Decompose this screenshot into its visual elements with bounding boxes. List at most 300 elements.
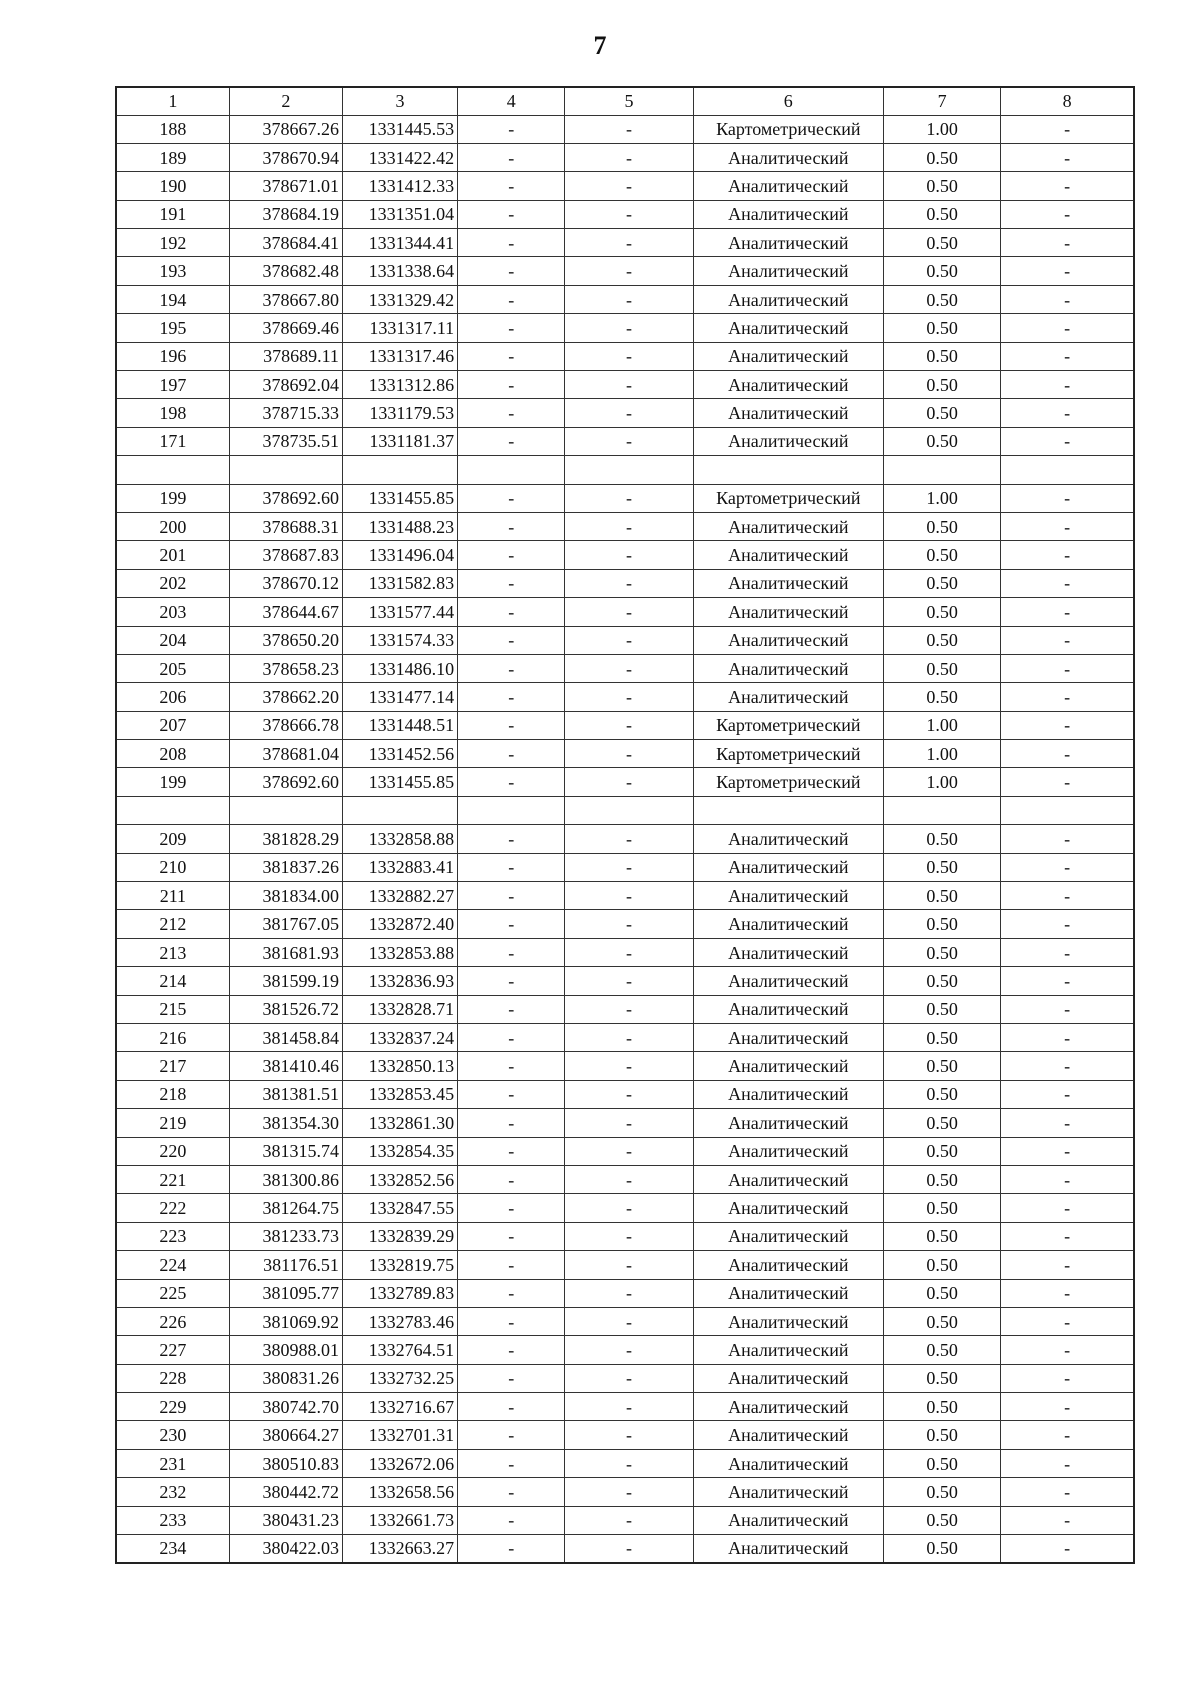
cell-method: Аналитический [693,1052,883,1080]
cell-accuracy: 0.50 [883,1449,1000,1477]
table-row [116,1307,1134,1335]
cell-method: Аналитический [693,683,883,711]
cell-accuracy: 1.00 [883,768,1000,796]
table-row [116,1364,1134,1392]
cell-col-5: - [565,1307,693,1335]
cell-coord-x: 381095.77 [229,1279,342,1307]
cell-coord-x: 378667.26 [229,115,342,143]
cell-coord-y: 1332852.56 [342,1165,457,1193]
table-body [116,115,1134,1563]
cell-point-number: 217 [116,1052,229,1080]
cell-col-8: - [1001,1109,1134,1137]
cell-point-number: 234 [116,1535,229,1563]
cell-col-4: - [458,512,565,540]
cell-col-4: - [458,1109,565,1137]
table-row [116,1222,1134,1250]
cell-coord-y: 1331312.86 [342,371,457,399]
cell-point-number: 231 [116,1449,229,1477]
column-header: 4 [458,87,565,115]
table-row [116,1137,1134,1165]
column-header: 8 [1001,87,1134,115]
cell-method: Аналитический [693,229,883,257]
cell-col-4: - [458,1478,565,1506]
cell-col-8: - [1001,569,1134,597]
cell-col-8: - [1001,768,1134,796]
cell-method: Аналитический [693,399,883,427]
cell-accuracy: 0.50 [883,427,1000,455]
cell-accuracy: 0.50 [883,1165,1000,1193]
cell-coord-y: 1331338.64 [342,257,457,285]
table-row [116,1506,1134,1534]
cell-col-5: - [565,1024,693,1052]
cell-col-5: - [565,229,693,257]
cell-coord-y: 1331574.33 [342,626,457,654]
cell-col-5: - [565,1336,693,1364]
cell-point-number: 215 [116,995,229,1023]
cell-col-4: - [458,683,565,711]
cell-col-4: - [458,967,565,995]
cell-accuracy: 0.50 [883,1109,1000,1137]
cell-point-number: 214 [116,967,229,995]
cell-col-5: - [565,1393,693,1421]
cell-point-number: 199 [116,484,229,512]
table-row [116,143,1134,171]
cell-method: Картометрический [693,711,883,739]
cell-col-5: - [565,541,693,569]
cell-col-5: - [565,399,693,427]
cell-point-number: 218 [116,1080,229,1108]
cell-method: Аналитический [693,512,883,540]
cell-point-number: 213 [116,938,229,966]
cell-col-4: - [458,1279,565,1307]
cell-coord-x: 378644.67 [229,598,342,626]
table-row [116,1024,1134,1052]
cell-col-8: - [1001,853,1134,881]
cell-coord-y: 1332853.45 [342,1080,457,1108]
cell-accuracy: 1.00 [883,740,1000,768]
table-row [116,683,1134,711]
column-header: 7 [883,87,1000,115]
cell-method: Аналитический [693,853,883,881]
cell-point-number: 205 [116,654,229,682]
cell-coord-y: 1332837.24 [342,1024,457,1052]
column-header: 1 [116,87,229,115]
column-header: 5 [565,87,693,115]
cell-accuracy: 0.50 [883,172,1000,200]
cell-col-8: - [1001,1080,1134,1108]
cell-accuracy: 0.50 [883,995,1000,1023]
cell-coord-x: 378692.60 [229,484,342,512]
cell-col-5: - [565,1364,693,1392]
cell-coord-y: 1332836.93 [342,967,457,995]
cell-col-5: - [565,1535,693,1563]
cell-method: Аналитический [693,427,883,455]
cell-coord-x: 378666.78 [229,711,342,739]
column-header: 3 [342,87,457,115]
cell-accuracy: 0.50 [883,967,1000,995]
cell-col-4: - [458,654,565,682]
cell-col-8: - [1001,654,1134,682]
cell-col-4: - [458,825,565,853]
cell-col-5: - [565,1506,693,1534]
cell-col-5: - [565,683,693,711]
cell-coord-x: 378684.19 [229,200,342,228]
cell-coord-x: 378692.60 [229,768,342,796]
cell-col-5: - [565,1251,693,1279]
table-row [116,371,1134,399]
table-row [116,115,1134,143]
cell-point-number: 197 [116,371,229,399]
cell-point-number: 195 [116,314,229,342]
column-header: 6 [693,87,883,115]
cell-accuracy: 0.50 [883,598,1000,626]
cell-accuracy: 0.50 [883,1535,1000,1563]
cell-col-8: - [1001,200,1134,228]
cell-point-number: 211 [116,882,229,910]
cell-col-4: - [458,626,565,654]
cell-coord-x: 378715.33 [229,399,342,427]
cell-col-5: - [565,1137,693,1165]
cell-method: Картометрический [693,768,883,796]
cell-accuracy: 0.50 [883,1137,1000,1165]
cell-accuracy: 0.50 [883,314,1000,342]
cell-col-8 [1001,456,1134,484]
table-row [116,768,1134,796]
cell-method: Аналитический [693,342,883,370]
cell-coord-x: 380664.27 [229,1421,342,1449]
cell-col-5: - [565,995,693,1023]
cell-point-number: 208 [116,740,229,768]
table-row [116,1194,1134,1222]
cell-coord-x: 381458.84 [229,1024,342,1052]
cell-point-number: 188 [116,115,229,143]
table-row [116,598,1134,626]
cell-coord-y: 1331448.51 [342,711,457,739]
cell-point-number: 204 [116,626,229,654]
cell-method: Аналитический [693,967,883,995]
table-row [116,853,1134,881]
cell-point-number: 222 [116,1194,229,1222]
cell-col-8 [1001,796,1134,824]
cell-method: Аналитический [693,1364,883,1392]
cell-point-number: 203 [116,598,229,626]
table-row [116,512,1134,540]
cell-accuracy: 0.50 [883,1279,1000,1307]
cell-method: Аналитический [693,1535,883,1563]
cell-col-8: - [1001,626,1134,654]
cell-col-8: - [1001,683,1134,711]
cell-col-4: - [458,1080,565,1108]
table-row [116,1080,1134,1108]
table-row [116,285,1134,313]
cell-col-8: - [1001,314,1134,342]
cell-col-5: - [565,257,693,285]
cell-col-8: - [1001,143,1134,171]
cell-coord-y: 1332783.46 [342,1307,457,1335]
cell-col-5: - [565,882,693,910]
cell-point-number [116,456,229,484]
cell-method: Аналитический [693,172,883,200]
cell-col-8: - [1001,1052,1134,1080]
cell-accuracy: 0.50 [883,285,1000,313]
cell-col-8: - [1001,711,1134,739]
cell-col-4: - [458,598,565,626]
cell-accuracy: 0.50 [883,342,1000,370]
cell-accuracy: 0.50 [883,938,1000,966]
cell-col-5 [565,796,693,824]
cell-coord-y: 1331486.10 [342,654,457,682]
cell-col-4: - [458,711,565,739]
cell-method: Аналитический [693,143,883,171]
cell-col-8: - [1001,740,1134,768]
cell-point-number: 225 [116,1279,229,1307]
cell-coord-y [342,456,457,484]
table-row [116,1052,1134,1080]
table-row [116,1393,1134,1421]
cell-coord-y: 1331452.56 [342,740,457,768]
cell-col-5: - [565,1080,693,1108]
cell-coord-x: 378689.11 [229,342,342,370]
cell-col-8: - [1001,399,1134,427]
table-row [116,1478,1134,1506]
cell-coord-y: 1332882.27 [342,882,457,910]
cell-method: Аналитический [693,598,883,626]
cell-coord-y: 1331329.42 [342,285,457,313]
table-row [116,172,1134,200]
cell-method: Картометрический [693,484,883,512]
cell-accuracy: 0.50 [883,569,1000,597]
cell-coord-x [229,456,342,484]
cell-coord-x: 378669.46 [229,314,342,342]
cell-col-8: - [1001,1535,1134,1563]
cell-point-number: 206 [116,683,229,711]
cell-point-number: 196 [116,342,229,370]
table-row [116,456,1134,484]
cell-point-number: 193 [116,257,229,285]
cell-point-number: 227 [116,1336,229,1364]
cell-accuracy: 0.50 [883,1393,1000,1421]
cell-coord-x: 378650.20 [229,626,342,654]
cell-coord-x: 381837.26 [229,853,342,881]
cell-accuracy: 0.50 [883,683,1000,711]
cell-method: Аналитический [693,1506,883,1534]
table-row [116,342,1134,370]
cell-coord-y: 1332828.71 [342,995,457,1023]
cell-col-5: - [565,143,693,171]
table-row [116,1109,1134,1137]
cell-col-8: - [1001,371,1134,399]
cell-coord-x: 381300.86 [229,1165,342,1193]
cell-point-number: 192 [116,229,229,257]
cell-coord-y: 1332854.35 [342,1137,457,1165]
cell-coord-x: 380831.26 [229,1364,342,1392]
cell-method: Аналитический [693,569,883,597]
cell-coord-x: 381834.00 [229,882,342,910]
cell-point-number: 191 [116,200,229,228]
cell-accuracy: 0.50 [883,541,1000,569]
cell-col-5: - [565,938,693,966]
table-row [116,200,1134,228]
cell-point-number: 200 [116,512,229,540]
cell-point-number: 230 [116,1421,229,1449]
cell-accuracy: 1.00 [883,115,1000,143]
cell-col-8: - [1001,598,1134,626]
table-row [116,1336,1134,1364]
cell-coord-x: 381410.46 [229,1052,342,1080]
cell-coord-y: 1332861.30 [342,1109,457,1137]
table-row [116,427,1134,455]
cell-col-4: - [458,853,565,881]
cell-col-4 [458,796,565,824]
cell-method: Аналитический [693,1194,883,1222]
cell-accuracy [883,796,1000,824]
cell-method: Аналитический [693,1307,883,1335]
cell-method: Аналитический [693,910,883,938]
cell-col-4: - [458,1364,565,1392]
cell-method: Аналитический [693,1109,883,1137]
cell-col-5: - [565,172,693,200]
cell-point-number: 229 [116,1393,229,1421]
cell-col-5: - [565,200,693,228]
cell-method: Аналитический [693,200,883,228]
cell-method: Аналитический [693,626,883,654]
cell-col-5: - [565,427,693,455]
cell-coord-y: 1331412.33 [342,172,457,200]
cell-method: Аналитический [693,1393,883,1421]
table-row [116,257,1134,285]
cell-method: Аналитический [693,1279,883,1307]
cell-col-8: - [1001,1279,1134,1307]
cell-col-5: - [565,115,693,143]
cell-coord-x: 380442.72 [229,1478,342,1506]
cell-coord-x: 378684.41 [229,229,342,257]
table-row [116,938,1134,966]
cell-col-4: - [458,399,565,427]
cell-coord-y: 1332658.56 [342,1478,457,1506]
cell-col-4: - [458,371,565,399]
cell-col-8: - [1001,938,1134,966]
cell-coord-y: 1332789.83 [342,1279,457,1307]
cell-coord-x: 378687.83 [229,541,342,569]
cell-coord-x: 378688.31 [229,512,342,540]
cell-point-number [116,796,229,824]
table-row [116,1535,1134,1563]
cell-method: Аналитический [693,938,883,966]
cell-coord-y: 1332661.73 [342,1506,457,1534]
cell-point-number: 189 [116,143,229,171]
cell-coord-y: 1331344.41 [342,229,457,257]
cell-col-4: - [458,938,565,966]
cell-coord-y: 1331496.04 [342,541,457,569]
cell-col-5: - [565,1222,693,1250]
cell-col-5: - [565,654,693,682]
cell-coord-x [229,796,342,824]
cell-point-number: 223 [116,1222,229,1250]
cell-accuracy: 0.50 [883,910,1000,938]
cell-col-5: - [565,1449,693,1477]
cell-col-4: - [458,427,565,455]
cell-method: Аналитический [693,1336,883,1364]
cell-col-5: - [565,598,693,626]
cell-method: Аналитический [693,541,883,569]
cell-point-number: 209 [116,825,229,853]
cell-method: Аналитический [693,825,883,853]
cell-col-4: - [458,910,565,938]
cell-method: Аналитический [693,371,883,399]
cell-col-4: - [458,768,565,796]
cell-col-5: - [565,512,693,540]
cell-method: Аналитический [693,1080,883,1108]
cell-col-4: - [458,342,565,370]
cell-accuracy: 0.50 [883,371,1000,399]
cell-col-4: - [458,484,565,512]
cell-accuracy: 0.50 [883,853,1000,881]
cell-col-5: - [565,342,693,370]
cell-col-4: - [458,1052,565,1080]
cell-col-4: - [458,1336,565,1364]
cell-col-5: - [565,910,693,938]
cell-point-number: 224 [116,1251,229,1279]
table-row [116,314,1134,342]
cell-coord-y: 1332850.13 [342,1052,457,1080]
page-number: 7 [593,31,607,60]
table-row [116,484,1134,512]
cell-point-number: 202 [116,569,229,597]
cell-method: Аналитический [693,1251,883,1279]
cell-col-8: - [1001,1478,1134,1506]
cell-coord-y: 1332847.55 [342,1194,457,1222]
cell-point-number: 226 [116,1307,229,1335]
table-row [116,569,1134,597]
cell-coord-y: 1331455.85 [342,768,457,796]
cell-col-5: - [565,285,693,313]
table-row [116,626,1134,654]
cell-col-4: - [458,200,565,228]
cell-coord-x: 381681.93 [229,938,342,966]
cell-coord-x: 378667.80 [229,285,342,313]
cell-col-8: - [1001,229,1134,257]
cell-coord-x: 378681.04 [229,740,342,768]
table-row [116,1449,1134,1477]
cell-method [693,456,883,484]
cell-col-4: - [458,1449,565,1477]
cell-point-number: 190 [116,172,229,200]
cell-accuracy: 0.50 [883,143,1000,171]
cell-accuracy: 0.50 [883,1478,1000,1506]
cell-accuracy: 0.50 [883,1506,1000,1534]
cell-col-8: - [1001,512,1134,540]
cell-point-number: 212 [116,910,229,938]
cell-col-4: - [458,115,565,143]
cell-col-5: - [565,484,693,512]
cell-method: Аналитический [693,285,883,313]
cell-col-4: - [458,1307,565,1335]
cell-coord-x: 380742.70 [229,1393,342,1421]
cell-coord-y: 1332764.51 [342,1336,457,1364]
cell-point-number: 232 [116,1478,229,1506]
cell-accuracy: 0.50 [883,399,1000,427]
cell-coord-y: 1331582.83 [342,569,457,597]
cell-col-8: - [1001,172,1134,200]
cell-col-4: - [458,257,565,285]
cell-method: Аналитический [693,654,883,682]
cell-col-5: - [565,1052,693,1080]
cell-col-8: - [1001,1024,1134,1052]
cell-col-4: - [458,285,565,313]
cell-coord-x: 381264.75 [229,1194,342,1222]
cell-method: Аналитический [693,1421,883,1449]
cell-coord-x: 378671.01 [229,172,342,200]
